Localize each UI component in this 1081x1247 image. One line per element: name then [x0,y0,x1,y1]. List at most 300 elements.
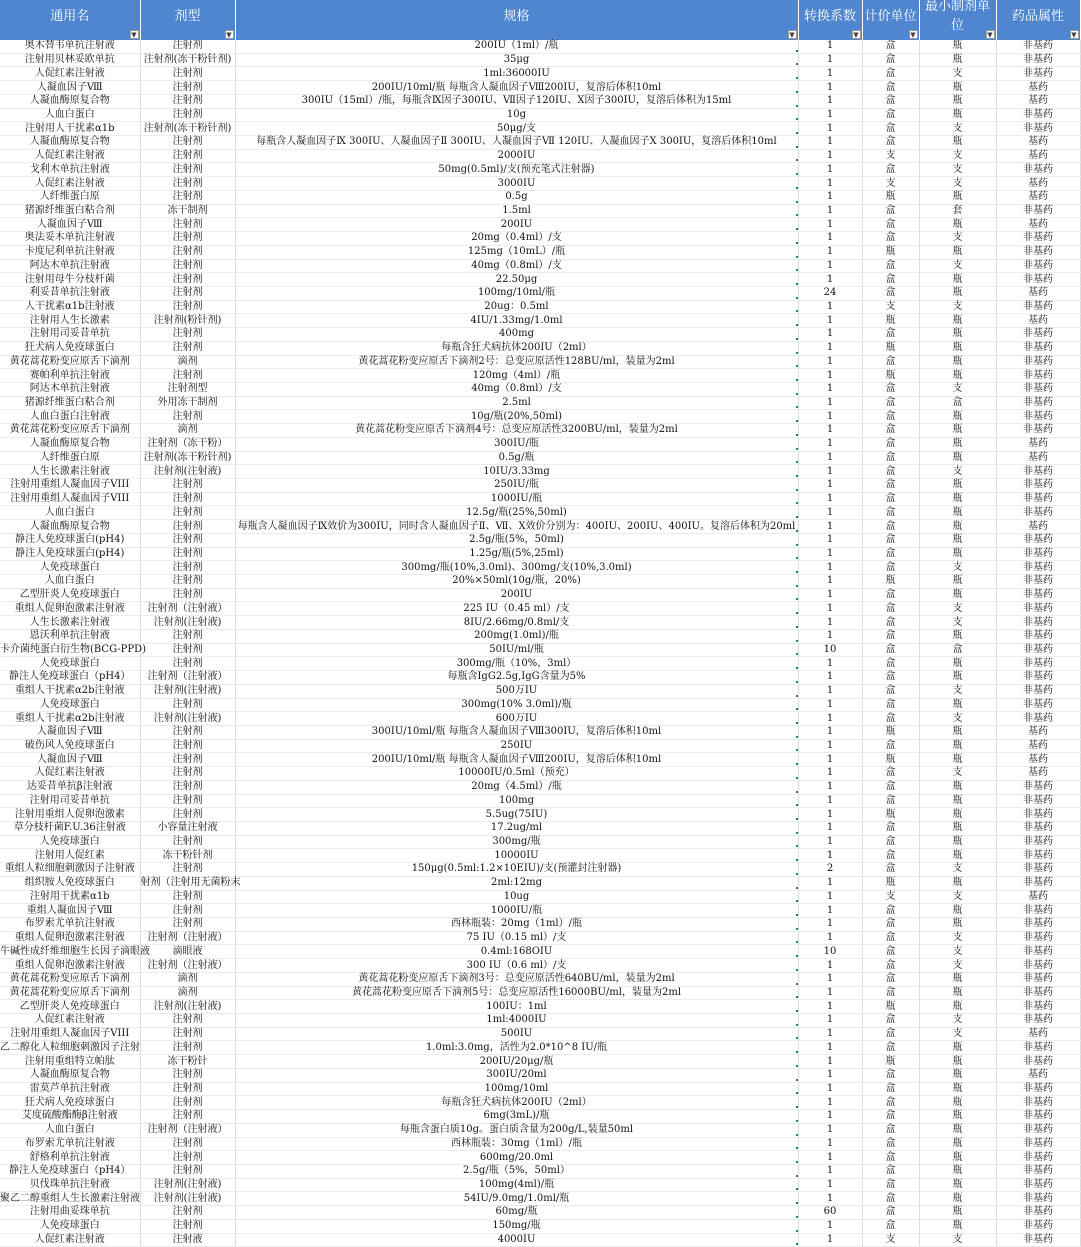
cell-conversion-factor[interactable]: 1 [798,890,862,904]
cell-conversion-factor[interactable]: 1 [798,1164,862,1178]
cell-drug-attribute[interactable]: 非基药 [996,355,1080,369]
cell-pricing-unit[interactable]: 盒 [862,122,919,136]
cell-conversion-factor[interactable]: 1 [798,259,862,273]
cell-pricing-unit[interactable]: 瓶 [862,314,919,328]
cell-dosage-form[interactable]: 滴剂 [140,972,235,986]
cell-min-unit[interactable]: 支 [919,767,996,781]
cell-min-unit[interactable]: 支 [919,1014,996,1028]
cell-dosage-form[interactable]: 注射剂 [140,1151,235,1165]
cell-drug-attribute[interactable]: 基药 [996,520,1080,534]
cell-conversion-factor[interactable]: 1 [798,1027,862,1041]
cell-drug-attribute[interactable]: 非基药 [996,780,1080,794]
cell-generic-name[interactable]: 静注人免疫球蛋白（pH4） [0,1164,140,1178]
cell-dosage-form[interactable]: 小容量注射液 [140,821,235,835]
cell-drug-attribute[interactable]: 非基药 [996,602,1080,616]
cell-generic-name[interactable]: 人促红素注射液 [0,767,140,781]
cell-conversion-factor[interactable]: 1 [798,1137,862,1151]
cell-drug-attribute[interactable]: 非基药 [996,479,1080,493]
cell-conversion-factor[interactable]: 1 [798,671,862,685]
cell-generic-name[interactable]: 重组人促卵泡激素注射液 [0,602,140,616]
cell-dosage-form[interactable]: 注射剂(冻干粉针剂) [140,451,235,465]
cell-drug-attribute[interactable]: 非基药 [996,40,1080,53]
cell-min-unit[interactable]: 瓶 [919,986,996,1000]
cell-min-unit[interactable]: 瓶 [919,190,996,204]
cell-specification[interactable]: 黄花蒿花粉变应原舌下滴剂2号：总变应原活性128BU/ml，装量为2ml [235,355,798,369]
cell-drug-attribute[interactable]: 非基药 [996,506,1080,520]
cell-generic-name[interactable]: 戈利木单抗注射液 [0,163,140,177]
cell-drug-attribute[interactable]: 非基药 [996,904,1080,918]
cell-generic-name[interactable]: 舒格利单抗注射液 [0,1151,140,1165]
cell-min-unit[interactable]: 瓶 [919,547,996,561]
cell-generic-name[interactable]: 艾度硫酸酯酶β注射液 [0,1110,140,1124]
cell-min-unit[interactable]: 瓶 [919,1123,996,1137]
cell-generic-name[interactable]: 人凝血酶原复合物 [0,520,140,534]
cell-min-unit[interactable]: 支 [919,67,996,81]
cell-generic-name[interactable]: 狂犬病人免疫球蛋白 [0,341,140,355]
cell-generic-name[interactable]: 人纤维蛋白原 [0,190,140,204]
cell-drug-attribute[interactable]: 基药 [996,94,1080,108]
cell-dosage-form[interactable]: 注射剂 [140,410,235,424]
cell-generic-name[interactable]: 阿达木单抗注射液 [0,259,140,273]
cell-drug-attribute[interactable]: 非基药 [996,684,1080,698]
cell-specification[interactable]: 500万IU [235,684,798,698]
cell-min-unit[interactable]: 瓶 [919,369,996,383]
cell-min-unit[interactable]: 支 [919,232,996,246]
cell-generic-name[interactable]: 布罗索尤单抗注射液 [0,1137,140,1151]
cell-dosage-form[interactable]: 射剂（注射用无菌粉末 [140,877,241,889]
cell-specification[interactable]: 300IU/瓶 [235,437,798,451]
cell-generic-name[interactable]: 注射用母牛分枝杆菌 [0,273,140,287]
cell-specification[interactable]: 2.5ml [235,396,798,410]
cell-specification[interactable]: 10ug [235,890,798,904]
cell-conversion-factor[interactable]: 1 [798,1233,862,1247]
cell-dosage-form[interactable]: 注射剂（注射液） [140,931,235,945]
cell-pricing-unit[interactable]: 支 [862,1233,919,1247]
cell-drug-attribute[interactable]: 非基药 [996,492,1080,506]
cell-conversion-factor[interactable]: 1 [798,1110,862,1124]
cell-drug-attribute[interactable]: 基药 [996,739,1080,753]
cell-pricing-unit[interactable]: 盒 [862,835,919,849]
cell-conversion-factor[interactable]: 1 [798,698,862,712]
cell-conversion-factor[interactable]: 1 [798,273,862,287]
cell-pricing-unit[interactable]: 瓶 [862,1000,919,1014]
cell-generic-name[interactable]: 人血白蛋白 [0,1123,140,1137]
cell-generic-name[interactable]: 静注人免疫球蛋白（pH4） [0,671,140,685]
cell-pricing-unit[interactable]: 瓶 [862,575,919,589]
cell-generic-name[interactable]: 恩沃利单抗注射液 [0,629,140,643]
cell-drug-attribute[interactable]: 非基药 [996,273,1080,287]
cell-min-unit[interactable]: 瓶 [919,1137,996,1151]
cell-min-unit[interactable]: 瓶 [919,94,996,108]
cell-conversion-factor[interactable]: 1 [798,629,862,643]
cell-pricing-unit[interactable]: 盒 [862,1096,919,1110]
cell-min-unit[interactable]: 支 [919,465,996,479]
cell-pricing-unit[interactable]: 盒 [862,1123,919,1137]
cell-dosage-form[interactable]: 滴眼液 [140,945,235,959]
cell-dosage-form[interactable]: 注射剂(冻干粉针剂) [140,53,235,67]
cell-specification[interactable]: 50μg/支 [235,122,798,136]
cell-generic-name[interactable]: 人凝血因子Ⅷ [0,81,140,95]
cell-dosage-form[interactable]: 注射剂 [140,300,235,314]
cell-conversion-factor[interactable]: 1 [798,931,862,945]
cell-dosage-form[interactable]: 注射剂 [140,177,235,191]
cell-dosage-form[interactable]: 注射剂 [140,492,235,506]
cell-conversion-factor[interactable]: 2 [798,863,862,877]
cell-generic-name[interactable]: 牛碱性成纤维细胞生长因子滴眼液 [0,945,150,957]
cell-dosage-form[interactable]: 注射剂 [140,1110,235,1124]
cell-conversion-factor[interactable]: 1 [798,40,862,53]
cell-conversion-factor[interactable]: 1 [798,1178,862,1192]
cell-specification[interactable]: 1.0ml:3.0mg，活性为2.0*10^8 IU/瓶 [235,1041,798,1055]
cell-min-unit[interactable]: 瓶 [919,533,996,547]
cell-min-unit[interactable]: 支 [919,561,996,575]
cell-generic-name[interactable]: 注射用干扰素α1b [0,890,140,904]
cell-generic-name[interactable]: 注射用重组人促卵泡激素 [0,808,140,822]
cell-min-unit[interactable]: 瓶 [919,1219,996,1233]
cell-specification[interactable]: 17.2ug/ml [235,821,798,835]
cell-conversion-factor[interactable]: 1 [798,767,862,781]
cell-generic-name[interactable]: 重组人促卵泡激素注射液 [0,959,140,973]
cell-pricing-unit[interactable]: 盒 [862,94,919,108]
cell-conversion-factor[interactable]: 24 [798,286,862,300]
cell-drug-attribute[interactable]: 非基药 [996,547,1080,561]
cell-generic-name[interactable]: 黄花蒿花粉变应原舌下滴剂 [0,972,140,986]
cell-drug-attribute[interactable]: 非基药 [996,698,1080,712]
cell-drug-attribute[interactable]: 非基药 [996,712,1080,726]
cell-min-unit[interactable]: 瓶 [919,918,996,932]
cell-specification[interactable]: 1ml:4000IU [235,1014,798,1028]
cell-specification[interactable]: 200IU [235,588,798,602]
cell-generic-name[interactable]: 注射用重组特立帕肽 [0,1055,140,1069]
cell-pricing-unit[interactable]: 盒 [862,286,919,300]
cell-conversion-factor[interactable]: 1 [798,300,862,314]
cell-specification[interactable]: 225 IU（0.45 ml）/支 [235,602,798,616]
cell-conversion-factor[interactable]: 1 [798,163,862,177]
cell-drug-attribute[interactable]: 非基药 [996,1110,1080,1124]
cell-drug-attribute[interactable]: 非基药 [996,1178,1080,1192]
cell-specification[interactable]: 西林瓶装：20mg（1ml）/瓶 [235,918,798,932]
cell-specification[interactable]: 1000IU/瓶 [235,904,798,918]
cell-dosage-form[interactable]: 注射剂 [140,1068,235,1082]
cell-min-unit[interactable]: 支 [919,602,996,616]
cell-drug-attribute[interactable]: 非基药 [996,1219,1080,1233]
cell-generic-name[interactable]: 人凝血酶原复合物 [0,136,140,150]
cell-min-unit[interactable]: 瓶 [919,1068,996,1082]
cell-specification[interactable]: 黄花蒿花粉变应原舌下滴剂4号：总变应原活性3200BU/ml，装量为2ml [235,424,798,438]
cell-drug-attribute[interactable]: 非基药 [996,382,1080,396]
cell-specification[interactable]: 0.4ml:168OIU [235,945,798,959]
cell-min-unit[interactable]: 瓶 [919,108,996,122]
cell-drug-attribute[interactable]: 非基药 [996,465,1080,479]
cell-specification[interactable]: 600万IU [235,712,798,726]
cell-conversion-factor[interactable]: 1 [798,81,862,95]
cell-specification[interactable]: 2.5g/瓶(5%，50ml) [235,533,798,547]
cell-dosage-form[interactable]: 注射剂 [140,794,235,808]
cell-specification[interactable]: 1.25g/瓶(5%,25ml) [235,547,798,561]
cell-pricing-unit[interactable]: 盒 [862,1014,919,1028]
cell-dosage-form[interactable]: 注射剂 [140,698,235,712]
cell-generic-name[interactable]: 奥木替韦单抗注射液 [0,40,140,53]
cell-conversion-factor[interactable]: 1 [798,506,862,520]
cell-dosage-form[interactable]: 注射剂 [140,218,235,232]
cell-generic-name[interactable]: 重组人凝血因子Ⅷ [0,904,140,918]
cell-pricing-unit[interactable]: 盒 [862,355,919,369]
cell-pricing-unit[interactable]: 瓶 [862,753,919,767]
cell-dosage-form[interactable]: 注射剂（注射液） [140,602,235,616]
cell-min-unit[interactable]: 瓶 [919,506,996,520]
cell-drug-attribute[interactable]: 非基药 [996,629,1080,643]
cell-specification[interactable]: 54IU/9.0mg/1.0ml/瓶 [235,1192,798,1206]
cell-conversion-factor[interactable]: 1 [798,821,862,835]
filter-dropdown-icon[interactable]: ▼ [1071,31,1077,39]
cell-specification[interactable]: 100mg/10ml/瓶 [235,286,798,300]
cell-dosage-form[interactable]: 注射剂 [140,575,235,589]
cell-conversion-factor[interactable]: 1 [798,602,862,616]
cell-pricing-unit[interactable]: 盒 [862,588,919,602]
cell-dosage-form[interactable]: 注射剂 [140,1137,235,1151]
cell-min-unit[interactable]: 瓶 [919,629,996,643]
cell-specification[interactable]: 500IU [235,1027,798,1041]
cell-min-unit[interactable]: 瓶 [919,520,996,534]
cell-generic-name[interactable]: 赛帕利单抗注射液 [0,369,140,383]
cell-conversion-factor[interactable]: 1 [798,177,862,191]
cell-conversion-factor[interactable]: 1 [798,520,862,534]
cell-dosage-form[interactable]: 注射剂(注射液) [140,465,235,479]
cell-dosage-form[interactable]: 注射剂 [140,369,235,383]
cell-pricing-unit[interactable]: 盒 [862,931,919,945]
filter-dropdown-icon[interactable]: ▼ [853,31,859,39]
cell-pricing-unit[interactable]: 盒 [862,396,919,410]
cell-generic-name[interactable]: 人促红素注射液 [0,1233,140,1247]
cell-pricing-unit[interactable]: 支 [862,300,919,314]
cell-dosage-form[interactable]: 注射剂 [140,149,235,163]
cell-conversion-factor[interactable]: 1 [798,712,862,726]
cell-drug-attribute[interactable]: 非基药 [996,931,1080,945]
cell-conversion-factor[interactable]: 60 [798,1206,862,1220]
cell-drug-attribute[interactable]: 非基药 [996,657,1080,671]
cell-specification[interactable]: 10g/瓶(20%,50ml) [235,410,798,424]
cell-generic-name[interactable]: 阿达木单抗注射液 [0,382,140,396]
cell-generic-name[interactable]: 猪源纤维蛋白粘合剂 [0,204,140,218]
cell-min-unit[interactable]: 支 [919,712,996,726]
cell-pricing-unit[interactable]: 盒 [862,1192,919,1206]
cell-specification[interactable]: 每瓶含人凝血因子Ⅸ 300IU、人凝血因子Ⅱ 300IU、人凝血因子Ⅶ 120IU、人凝血因子Ⅹ 300IU，复溶后体积10ml [235,136,798,150]
cell-dosage-form[interactable]: 注射剂 [140,40,235,53]
cell-dosage-form[interactable]: 注射剂(注射液) [140,684,235,698]
cell-conversion-factor[interactable]: 1 [798,355,862,369]
cell-generic-name[interactable]: 注射用重组人凝血因子VIII [0,492,140,506]
cell-min-unit[interactable]: 瓶 [919,739,996,753]
cell-pricing-unit[interactable]: 盒 [862,561,919,575]
cell-drug-attribute[interactable]: 非基药 [996,1206,1080,1220]
cell-min-unit[interactable]: 瓶 [919,424,996,438]
cell-min-unit[interactable]: 瓶 [919,972,996,986]
cell-dosage-form[interactable]: 注射剂 [140,643,235,657]
cell-dosage-form[interactable]: 注射剂 [140,1082,235,1096]
cell-conversion-factor[interactable]: 1 [798,780,862,794]
cell-drug-attribute[interactable]: 非基药 [996,328,1080,342]
cell-dosage-form[interactable]: 注射剂 [140,190,235,204]
cell-generic-name[interactable]: 布罗索尤单抗注射液 [0,918,140,932]
cell-pricing-unit[interactable]: 瓶 [862,369,919,383]
cell-drug-attribute[interactable]: 基药 [996,753,1080,767]
cell-conversion-factor[interactable]: 1 [798,424,862,438]
cell-dosage-form[interactable]: 外用冻干制剂 [140,396,235,410]
cell-dosage-form[interactable]: 注射剂 [140,890,235,904]
cell-min-unit[interactable]: 瓶 [919,53,996,67]
cell-pricing-unit[interactable]: 盒 [862,629,919,643]
cell-drug-attribute[interactable]: 非基药 [996,561,1080,575]
cell-min-unit[interactable]: 瓶 [919,876,996,890]
cell-min-unit[interactable]: 瓶 [919,1206,996,1220]
cell-conversion-factor[interactable]: 1 [798,547,862,561]
cell-specification[interactable]: 20%×50ml(10g/瓶，20%) [235,575,798,589]
cell-min-unit[interactable]: 瓶 [919,753,996,767]
cell-pricing-unit[interactable]: 盒 [862,1068,919,1082]
cell-min-unit[interactable]: 瓶 [919,1000,996,1014]
cell-conversion-factor[interactable]: 1 [798,1096,862,1110]
cell-pricing-unit[interactable]: 盒 [862,67,919,81]
cell-dosage-form[interactable]: 注射剂 [140,81,235,95]
cell-pricing-unit[interactable]: 盒 [862,136,919,150]
cell-dosage-form[interactable]: 注射剂 [140,108,235,122]
cell-specification[interactable]: 250IU [235,739,798,753]
cell-conversion-factor[interactable]: 1 [798,959,862,973]
cell-drug-attribute[interactable]: 基药 [996,890,1080,904]
cell-min-unit[interactable]: 瓶 [919,1110,996,1124]
cell-dosage-form[interactable]: 注射剂 [140,341,235,355]
cell-conversion-factor[interactable]: 1 [798,835,862,849]
cell-specification[interactable]: 每瓶含狂犬病抗体200IU（2ml） [235,1096,798,1110]
cell-min-unit[interactable]: 支 [919,122,996,136]
cell-pricing-unit[interactable]: 盒 [862,1137,919,1151]
filter-dropdown-icon[interactable]: ▼ [226,31,232,39]
cell-conversion-factor[interactable]: 1 [798,396,862,410]
cell-dosage-form[interactable]: 注射剂 [140,918,235,932]
cell-drug-attribute[interactable]: 非基药 [996,876,1080,890]
cell-generic-name[interactable]: 注射用人生长激素 [0,314,140,328]
cell-conversion-factor[interactable]: 1 [798,1000,862,1014]
cell-specification[interactable]: 200IU/20μg/瓶 [235,1055,798,1069]
cell-drug-attribute[interactable]: 非基药 [996,1014,1080,1028]
filter-dropdown-icon[interactable]: ▼ [131,31,137,39]
cell-drug-attribute[interactable]: 非基药 [996,53,1080,67]
cell-pricing-unit[interactable]: 盒 [862,204,919,218]
cell-dosage-form[interactable]: 注射剂 [140,533,235,547]
cell-generic-name[interactable]: 注射用司妥昔单抗 [0,794,140,808]
cell-specification[interactable]: 200IU/10ml/瓶 每瓶含人凝血因子Ⅷ200IU，复溶后体积10ml [235,81,798,95]
cell-dosage-form[interactable]: 注射剂 [140,286,235,300]
cell-dosage-form[interactable]: 滴剂 [140,986,235,1000]
cell-specification[interactable]: 10000IU [235,849,798,863]
cell-dosage-form[interactable]: 注射剂 [140,506,235,520]
cell-specification[interactable]: 5.5ug(75IU) [235,808,798,822]
cell-conversion-factor[interactable]: 1 [798,876,862,890]
cell-dosage-form[interactable]: 注射剂 [140,561,235,575]
cell-conversion-factor[interactable]: 1 [798,190,862,204]
cell-generic-name[interactable]: 人促红素注射液 [0,149,140,163]
cell-min-unit[interactable]: 瓶 [919,40,996,53]
cell-min-unit[interactable]: 支 [919,890,996,904]
cell-drug-attribute[interactable]: 基药 [996,218,1080,232]
cell-specification[interactable]: 50mg(0.5ml)/支(预充笔式注射器) [235,163,798,177]
cell-min-unit[interactable]: 瓶 [919,286,996,300]
cell-specification[interactable]: 300IU/10ml/瓶 每瓶含人凝血因子Ⅷ300IU，复溶后体积10ml [235,725,798,739]
cell-drug-attribute[interactable]: 非基药 [996,918,1080,932]
cell-pricing-unit[interactable]: 盒 [862,1178,919,1192]
cell-min-unit[interactable]: 支 [919,863,996,877]
cell-pricing-unit[interactable]: 盒 [862,849,919,863]
cell-specification[interactable]: 6mg(3mL)/瓶 [235,1110,798,1124]
cell-min-unit[interactable]: 套 [919,204,996,218]
cell-dosage-form[interactable]: 注射剂(注射液) [140,1178,235,1192]
cell-specification[interactable]: 100mg(4ml)/瓶 [235,1178,798,1192]
cell-conversion-factor[interactable]: 1 [798,1082,862,1096]
cell-min-unit[interactable]: 支 [919,163,996,177]
cell-min-unit[interactable]: 盒 [919,396,996,410]
cell-drug-attribute[interactable]: 非基药 [996,835,1080,849]
cell-drug-attribute[interactable]: 基药 [996,767,1080,781]
cell-dosage-form[interactable]: 注射剂 [140,629,235,643]
cell-conversion-factor[interactable]: 1 [798,575,862,589]
cell-generic-name[interactable]: 重组人干扰素α2b注射液 [0,712,140,726]
cell-drug-attribute[interactable]: 非基药 [996,945,1080,959]
cell-pricing-unit[interactable]: 盒 [862,382,919,396]
cell-drug-attribute[interactable]: 基药 [996,286,1080,300]
cell-conversion-factor[interactable]: 1 [798,149,862,163]
cell-pricing-unit[interactable]: 盒 [862,40,919,53]
cell-drug-attribute[interactable]: 基药 [996,725,1080,739]
cell-pricing-unit[interactable]: 盒 [862,1110,919,1124]
cell-min-unit[interactable]: 支 [919,931,996,945]
cell-pricing-unit[interactable]: 盒 [862,163,919,177]
cell-generic-name[interactable]: 卡介菌纯蛋白衍生物(BCG-PPD) [0,643,147,655]
cell-pricing-unit[interactable]: 盒 [862,972,919,986]
cell-generic-name[interactable]: 人血白蛋白 [0,108,140,122]
cell-generic-name[interactable]: 人促红素注射液 [0,177,140,191]
cell-generic-name[interactable]: 乙型肝炎人免疫球蛋白 [0,1000,140,1014]
cell-generic-name[interactable]: 静注人免疫球蛋白(pH4) [0,533,140,547]
cell-dosage-form[interactable]: 注射剂 [140,1206,235,1220]
cell-conversion-factor[interactable]: 1 [798,725,862,739]
cell-min-unit[interactable]: 盒 [919,643,996,657]
cell-generic-name[interactable]: 重组人干扰素α2b注射液 [0,684,140,698]
cell-pricing-unit[interactable]: 瓶 [862,725,919,739]
cell-drug-attribute[interactable]: 基药 [996,314,1080,328]
cell-drug-attribute[interactable]: 非基药 [996,959,1080,973]
cell-conversion-factor[interactable]: 1 [798,657,862,671]
cell-specification[interactable]: 40mg（0.8ml）/支 [235,259,798,273]
cell-pricing-unit[interactable]: 支 [862,890,919,904]
cell-pricing-unit[interactable]: 盒 [862,1041,919,1055]
cell-pricing-unit[interactable]: 盒 [862,81,919,95]
cell-generic-name[interactable]: 注射用曲妥珠单抗 [0,1206,140,1220]
cell-conversion-factor[interactable]: 1 [798,533,862,547]
cell-drug-attribute[interactable]: 非基药 [996,410,1080,424]
cell-min-unit[interactable]: 瓶 [919,479,996,493]
cell-dosage-form[interactable]: 滴剂 [140,424,235,438]
cell-dosage-form[interactable]: 注射剂(注射液) [140,712,235,726]
cell-conversion-factor[interactable]: 1 [798,849,862,863]
cell-specification[interactable]: 0.5g [235,190,798,204]
cell-generic-name[interactable]: 乙二醇化人粒细胞刺激因子注射 [0,1041,140,1053]
cell-drug-attribute[interactable]: 非基药 [996,533,1080,547]
cell-pricing-unit[interactable]: 盒 [862,671,919,685]
cell-conversion-factor[interactable]: 1 [798,918,862,932]
cell-pricing-unit[interactable]: 盒 [862,218,919,232]
cell-dosage-form[interactable]: 注射剂 [140,767,235,781]
cell-dosage-form[interactable]: 注射剂 [140,725,235,739]
